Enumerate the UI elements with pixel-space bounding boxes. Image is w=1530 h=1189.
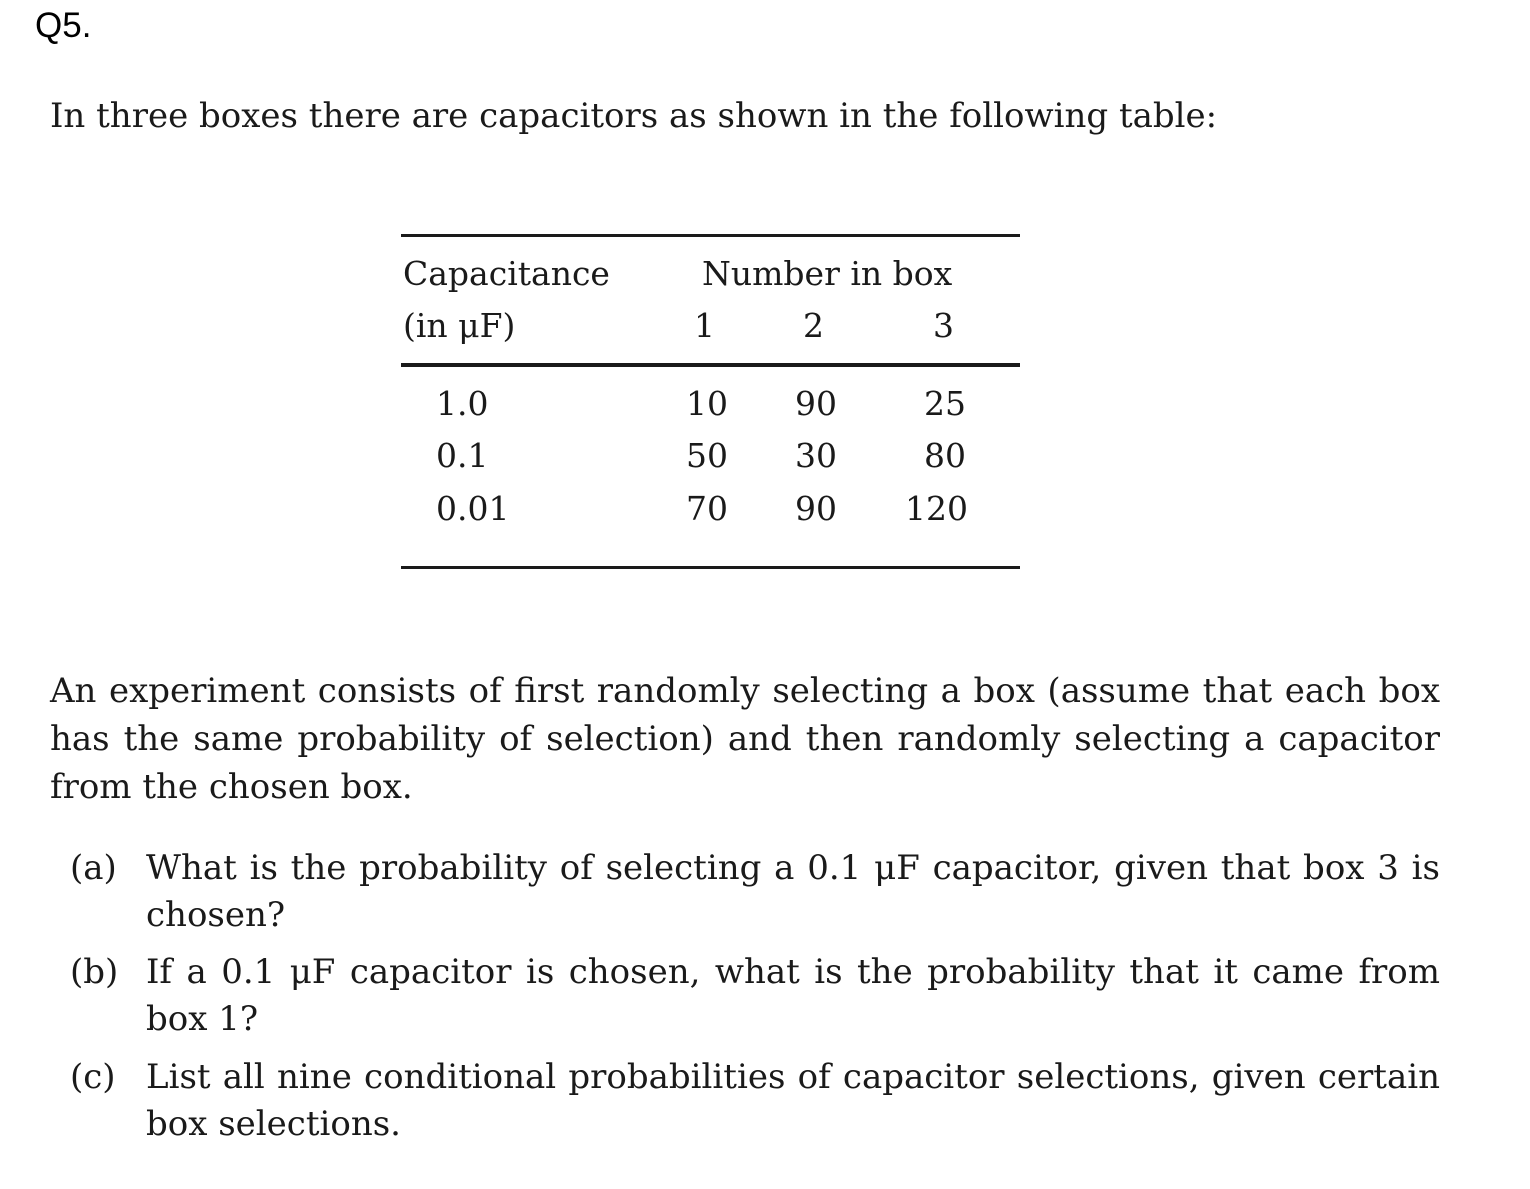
header-unit: (in μF) bbox=[403, 306, 516, 345]
table-header-rule bbox=[401, 363, 1020, 367]
header-number-in-box: Number in box bbox=[702, 254, 953, 293]
part-label: (a) bbox=[70, 848, 117, 888]
part-text: What is the probability of selecting a 0.1 μF capacitor, given that box 3 is bbox=[146, 848, 1440, 888]
row1-box2: 90 bbox=[795, 384, 837, 423]
row1-box1: 10 bbox=[686, 384, 728, 423]
experiment-line: has the same probability of selection) and then randomly selecting a capacitor bbox=[50, 719, 1440, 759]
question-number: Q5. bbox=[35, 6, 92, 45]
part-text: List all nine conditional probabilities of capacitor selections, given certain bbox=[146, 1057, 1440, 1097]
row1-box3: 25 bbox=[924, 384, 966, 423]
row2-box1: 50 bbox=[686, 436, 728, 475]
row2-box2: 30 bbox=[795, 436, 837, 475]
part-text: box selections. bbox=[146, 1104, 401, 1144]
row3-box2: 90 bbox=[795, 489, 837, 528]
row2-box3: 80 bbox=[924, 436, 966, 475]
part-text: box 1? bbox=[146, 999, 259, 1039]
experiment-line: from the chosen box. bbox=[50, 767, 413, 807]
experiment-line: An experiment consists of first randomly selecting a box (assume that each box bbox=[50, 671, 1440, 711]
part-text: If a 0.1 μF capacitor is chosen, what is the probability that it came from bbox=[146, 952, 1440, 992]
row2-capacitance: 0.1 bbox=[436, 436, 489, 475]
part-label: (b) bbox=[70, 952, 119, 992]
header-box-3: 3 bbox=[933, 306, 954, 345]
part-label: (c) bbox=[70, 1057, 116, 1097]
header-capacitance: Capacitance bbox=[403, 254, 610, 293]
row3-box3: 120 bbox=[905, 489, 968, 528]
table-top-rule bbox=[401, 234, 1020, 237]
header-box-1: 1 bbox=[694, 306, 715, 345]
header-box-2: 2 bbox=[803, 306, 824, 345]
table-bottom-rule bbox=[401, 566, 1020, 569]
row3-capacitance: 0.01 bbox=[436, 489, 510, 528]
row1-capacitance: 1.0 bbox=[436, 384, 489, 423]
experiment-paragraph bbox=[50, 667, 1440, 811]
part-text: chosen? bbox=[146, 895, 286, 935]
intro-text: In three boxes there are capacitors as shown in the following table: bbox=[50, 96, 1218, 136]
row3-box1: 70 bbox=[686, 489, 728, 528]
